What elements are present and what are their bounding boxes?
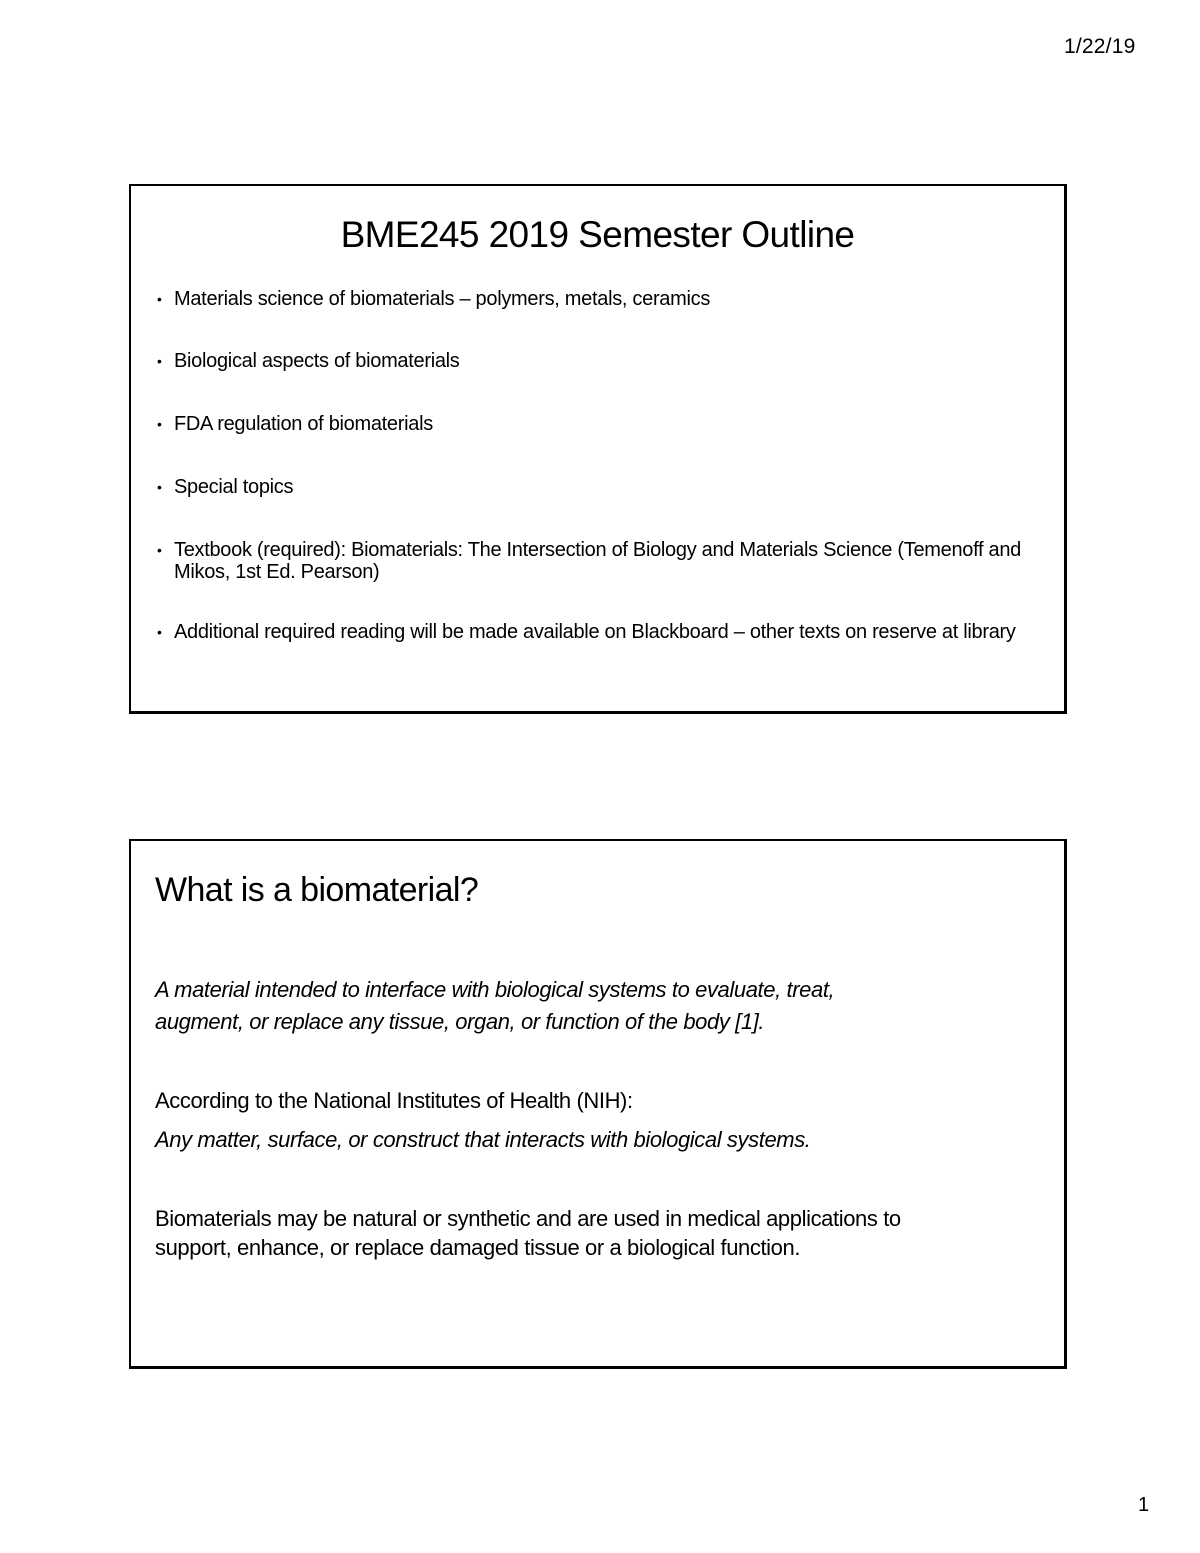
slide-what-is-biomaterial <box>129 839 1067 1369</box>
slide-title: What is a biomaterial? <box>155 871 479 909</box>
bullet-item <box>155 621 1044 643</box>
bullet-icon: • <box>157 353 162 369</box>
bullet-icon: • <box>157 624 162 640</box>
definition-line-2: augment, or replace any tissue, organ, or function of the body [1]. <box>155 1009 765 1034</box>
page-number: 1 <box>1138 1494 1150 1516</box>
bullet-item <box>155 476 1044 498</box>
nih-definition: Any matter, surface, or construct that interacts with biological systems. <box>155 1127 811 1152</box>
bullet-text: Biological aspects of biomaterials <box>174 350 460 372</box>
slide-semester-outline <box>129 184 1067 714</box>
slide-title: BME245 2019 Semester Outline <box>340 214 855 255</box>
bullet-text: FDA regulation of biomaterials <box>174 413 433 435</box>
bullet-item <box>155 350 1044 372</box>
bullet-item <box>155 539 1044 583</box>
bullet-icon: • <box>157 291 162 307</box>
bullet-text: Special topics <box>174 476 294 498</box>
bullet-text: Textbook (required): Biomaterials: The Intersection of Biology and Materials Science (Temenoff and Mikos, 1st Ed. Pearson) <box>174 539 1021 583</box>
page-date: 1/22/19 <box>1064 35 1136 58</box>
bullet-item <box>155 288 1044 310</box>
summary-line-1: Biomaterials may be natural or synthetic and are used in medical applications to <box>155 1206 901 1231</box>
bullet-icon: • <box>157 479 162 495</box>
bullet-text: Materials science of biomaterials – polymers, metals, ceramics <box>174 288 711 310</box>
summary-line-2: support, enhance, or replace damaged tissue or a biological function. <box>155 1235 801 1260</box>
bullet-icon: • <box>157 542 162 558</box>
bullet-icon: • <box>157 416 162 432</box>
bullet-text: Additional required reading will be made available on Blackboard – other texts on reserve at library <box>174 621 1016 643</box>
definition-line-1: A material intended to interface with biological systems to evaluate, treat, <box>155 977 835 1002</box>
nih-label: According to the National Institutes of Health (NIH): <box>155 1088 633 1113</box>
bullet-item <box>155 413 1044 435</box>
